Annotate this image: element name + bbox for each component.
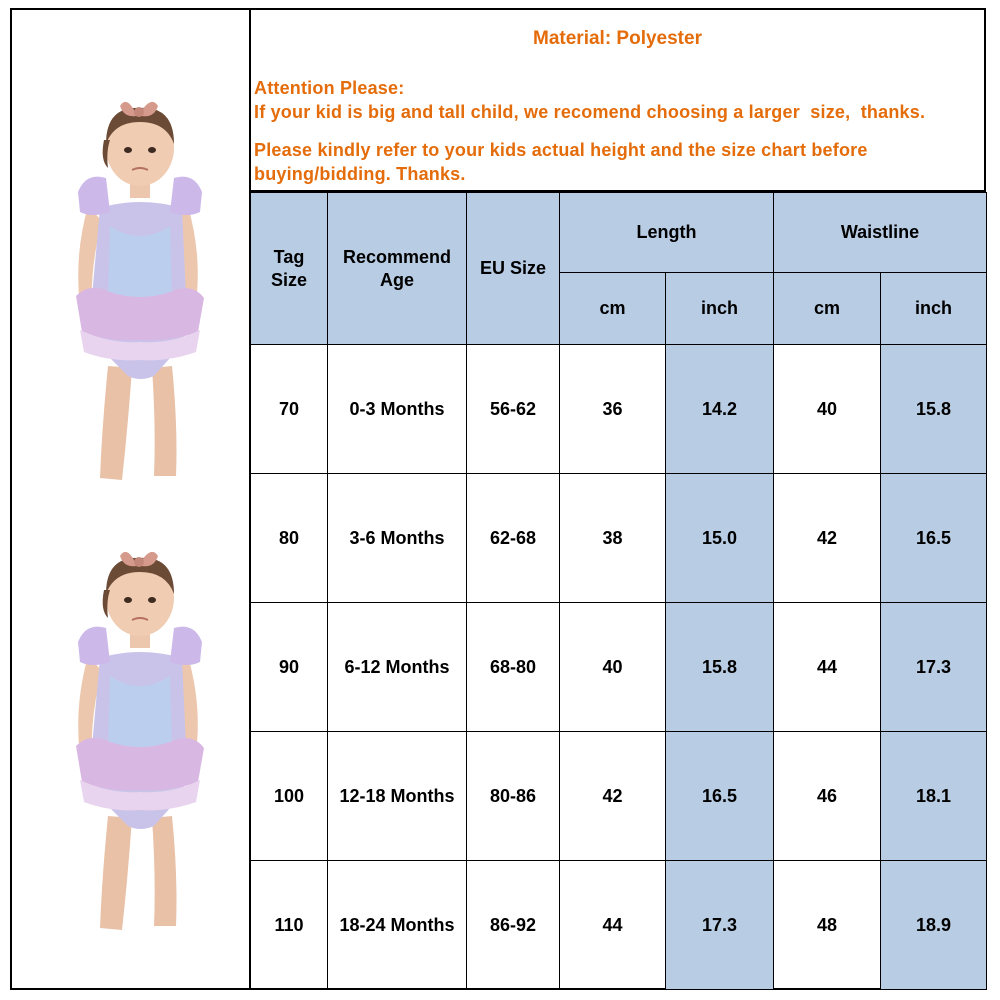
advice-line: buying/bidding. Thanks. (254, 164, 466, 184)
cell-waist-cm: 42 (774, 474, 881, 603)
table-row (251, 603, 987, 732)
table-row (251, 474, 987, 603)
cell-length-cm: 44 (560, 861, 666, 990)
header-length-cm: cm (560, 273, 666, 345)
cell-eu-size: 68-80 (467, 603, 560, 732)
cell-waist-inch: 18.1 (881, 732, 987, 861)
child-romper-illustration (70, 96, 210, 486)
header-eu-size: EU Size (467, 193, 560, 345)
product-photo (70, 546, 210, 936)
header-recommend-age: Recommend Age (328, 193, 467, 345)
cell-eu-size: 62-68 (467, 474, 560, 603)
cell-waist-inch: 15.8 (881, 345, 987, 474)
attention-text: If your kid is big and tall child, we recomend choosing a larger size, thanks. (254, 102, 926, 122)
cell-waist-inch: 17.3 (881, 603, 987, 732)
cell-tag-size: 80 (251, 474, 328, 603)
cell-waist-cm: 46 (774, 732, 881, 861)
cell-length-cm: 38 (560, 474, 666, 603)
cell-tag-size: 90 (251, 603, 328, 732)
advice-block (254, 138, 868, 186)
cell-age: 6-12 Months (328, 603, 467, 732)
table-row (251, 732, 987, 861)
cell-length-inch: 15.0 (666, 474, 774, 603)
header-length-inch: inch (666, 273, 774, 345)
cell-waist-inch: 16.5 (881, 474, 987, 603)
attention-title: Attention Please: (254, 78, 405, 98)
table-row (251, 861, 987, 990)
cell-tag-size: 110 (251, 861, 328, 990)
cell-length-cm: 40 (560, 603, 666, 732)
attention-block (254, 76, 925, 124)
cell-waist-cm: 48 (774, 861, 881, 990)
size-chart-table (250, 192, 987, 990)
cell-length-inch: 14.2 (666, 345, 774, 474)
header-waist-inch: inch (881, 273, 987, 345)
cell-age: 12-18 Months (328, 732, 467, 861)
cell-waist-cm: 44 (774, 603, 881, 732)
table-row (251, 345, 987, 474)
cell-length-cm: 42 (560, 732, 666, 861)
product-photo (70, 96, 210, 486)
header-length: Length (560, 193, 774, 273)
header-waistline: Waistline (774, 193, 987, 273)
product-photo-column (10, 8, 251, 990)
cell-length-cm: 36 (560, 345, 666, 474)
cell-waist-cm: 40 (774, 345, 881, 474)
cell-length-inch: 16.5 (666, 732, 774, 861)
cell-length-inch: 17.3 (666, 861, 774, 990)
cell-age: 0-3 Months (328, 345, 467, 474)
cell-length-inch: 15.8 (666, 603, 774, 732)
cell-eu-size: 86-92 (467, 861, 560, 990)
cell-age: 3-6 Months (328, 474, 467, 603)
notice-panel (251, 10, 984, 192)
child-romper-illustration (70, 546, 210, 936)
cell-tag-size: 70 (251, 345, 328, 474)
header-waist-cm: cm (774, 273, 881, 345)
cell-tag-size: 100 (251, 732, 328, 861)
header-tag-size: Tag Size (251, 193, 328, 345)
advice-line: Please kindly refer to your kids actual height and the size chart before (254, 140, 868, 160)
table-header-row (251, 193, 987, 273)
cell-eu-size: 80-86 (467, 732, 560, 861)
cell-age: 18-24 Months (328, 861, 467, 990)
material-line: Material: Polyester (533, 28, 702, 49)
cell-eu-size: 56-62 (467, 345, 560, 474)
cell-waist-inch: 18.9 (881, 861, 987, 990)
